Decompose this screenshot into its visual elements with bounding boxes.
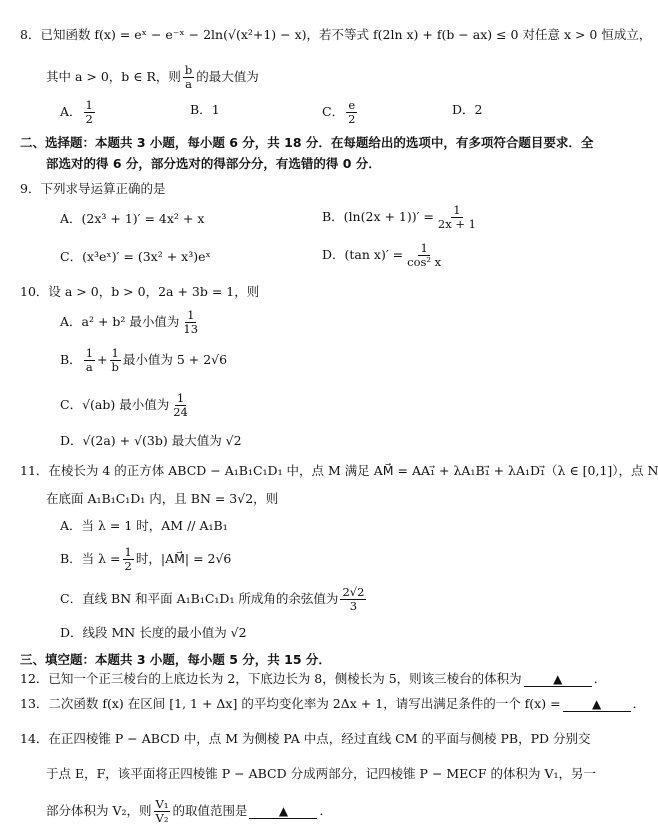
- q12-answer-blank[interactable]: [524, 672, 592, 687]
- q9-option-a: A．(2x³ + 1)′ = 4x² + x: [60, 211, 205, 226]
- q9-option-c: C．(x³eˣ)′ = (3x² + x³)eˣ: [60, 249, 211, 264]
- triangle-marker-icon: ▲: [591, 697, 602, 711]
- q9-option-b: B．(ln(2x + 1))′ = $\frac{1}{2x + 1}$: [322, 203, 476, 231]
- q8-option-c: C． $\frac{e}{2}$: [322, 98, 356, 126]
- q13-answer-blank[interactable]: [563, 697, 631, 712]
- q11-stem-line1: 11．在棱长为 4 的正方体 ABCD − A₁B₁C₁D₁ 中，点 M 满足 AM⃗ = AA₁⃗ + λA₁B₁⃗ + λA₁D₁⃗（λ ∈ [0,1]），点 N: [20, 463, 658, 478]
- section2-heading-line2: 部选对的得 6 分，部分选对的得部分分，有选错的得 0 分．: [46, 156, 381, 171]
- section3-heading: 三、填空题：本题共 3 小题，每小题 5 分，共 15 分．: [20, 652, 331, 667]
- triangle-marker-icon: ▲: [278, 804, 289, 818]
- triangle-marker-icon: ▲: [553, 672, 563, 686]
- section2-heading-line1: 二、选择题：本题共 3 小题，每小题 6 分，共 18 分．在每题给出的选项中，有多项符合题目要求．全: [20, 135, 594, 150]
- q10-stem: 10．设 a > 0，b > 0，2a + 3b = 1，则: [20, 284, 260, 299]
- q8-option-a: A． $\frac{1}{2}$: [60, 98, 93, 126]
- q8-option-b: B．1: [190, 102, 220, 117]
- q9-option-d: D．(tan x)′ = $\frac{1}{\text{cos² x}}$: [322, 241, 442, 269]
- q14-stem-line2: 于点 E，F，该平面将正四棱锥 P − ABCD 分成两部分，记四棱锥 P − MECF 的体积为 V₁，另一: [46, 766, 597, 781]
- q14-answer-blank[interactable]: [249, 804, 317, 819]
- q11-option-a: A．当 λ = 1 时，AM // A₁B₁: [60, 518, 228, 533]
- q10-option-b: B． $\frac{1}{a}$ + $\frac{1}{b}$ 最小值为 5 + 2√6: [60, 346, 228, 374]
- q11-stem-line2: 在底面 A₁B₁C₁D₁ 内，且 BN = 3√2，则: [46, 491, 279, 506]
- q8-stem-line2: 其中 a > 0，b ∈ R，则 $\frac{b}{a}$ 的最大值为: [46, 63, 259, 91]
- q11-option-b: B．当 λ = $\frac{1}{2}$ 时，|AM⃗| = 2√6: [60, 545, 232, 573]
- q10-option-c: C．√(ab) 最小值为 $\frac{1}{24}$: [60, 391, 188, 419]
- q11-option-c: C．直线 BN 和平面 A₁B₁C₁D₁ 所成角的余弦值为 $\frac{2√2}{3}$: [60, 585, 365, 613]
- q8-stem-line1: 8．已知函数 f(x) = eˣ − e⁻ˣ − 2ln(√(x²+1) − x)，若不等式 f(2ln x) + f(b − ax) ≤ 0 对任意 x > 0 恒成立，: [20, 27, 652, 42]
- q14-stem-line1: 14．在正四棱锥 P − ABCD 中，点 M 为侧棱 PA 中点，经过直线 CM 的平面与侧棱 PB，PD 分别交: [20, 731, 591, 746]
- q9-stem: 9．下列求导运算正确的是: [20, 181, 166, 196]
- q13-stem: 13．二次函数 f(x) 在区间 [1, 1 + Δx] 的平均变化率为 2Δx + 1，请写出满足条件的一个 f(x) = ▲ ．: [20, 696, 646, 711]
- q10-option-a: A．a² + b² 最小值为 $\frac{1}{13}$: [60, 308, 199, 336]
- q14-stem-line3: 部分体积为 V₂，则 $\frac{\text{V₁}}{\text{V₂}}$ 的取值范围是 ▲ ．: [46, 797, 332, 825]
- q10-option-d: D．√(2a) + √(3b) 最大值为 √2: [60, 433, 242, 448]
- q8-fraction-b-over-a: $\frac{b}{a}$: [184, 63, 193, 91]
- q11-option-d: D．线段 MN 长度的最小值为 √2: [60, 625, 247, 640]
- q8-option-d: D．2: [452, 102, 483, 117]
- q12-stem: 12．已知一个正三棱台的上底边长为 2，下底边长为 8，侧棱长为 5，则该三棱台的体积为 ▲ ．: [20, 671, 607, 686]
